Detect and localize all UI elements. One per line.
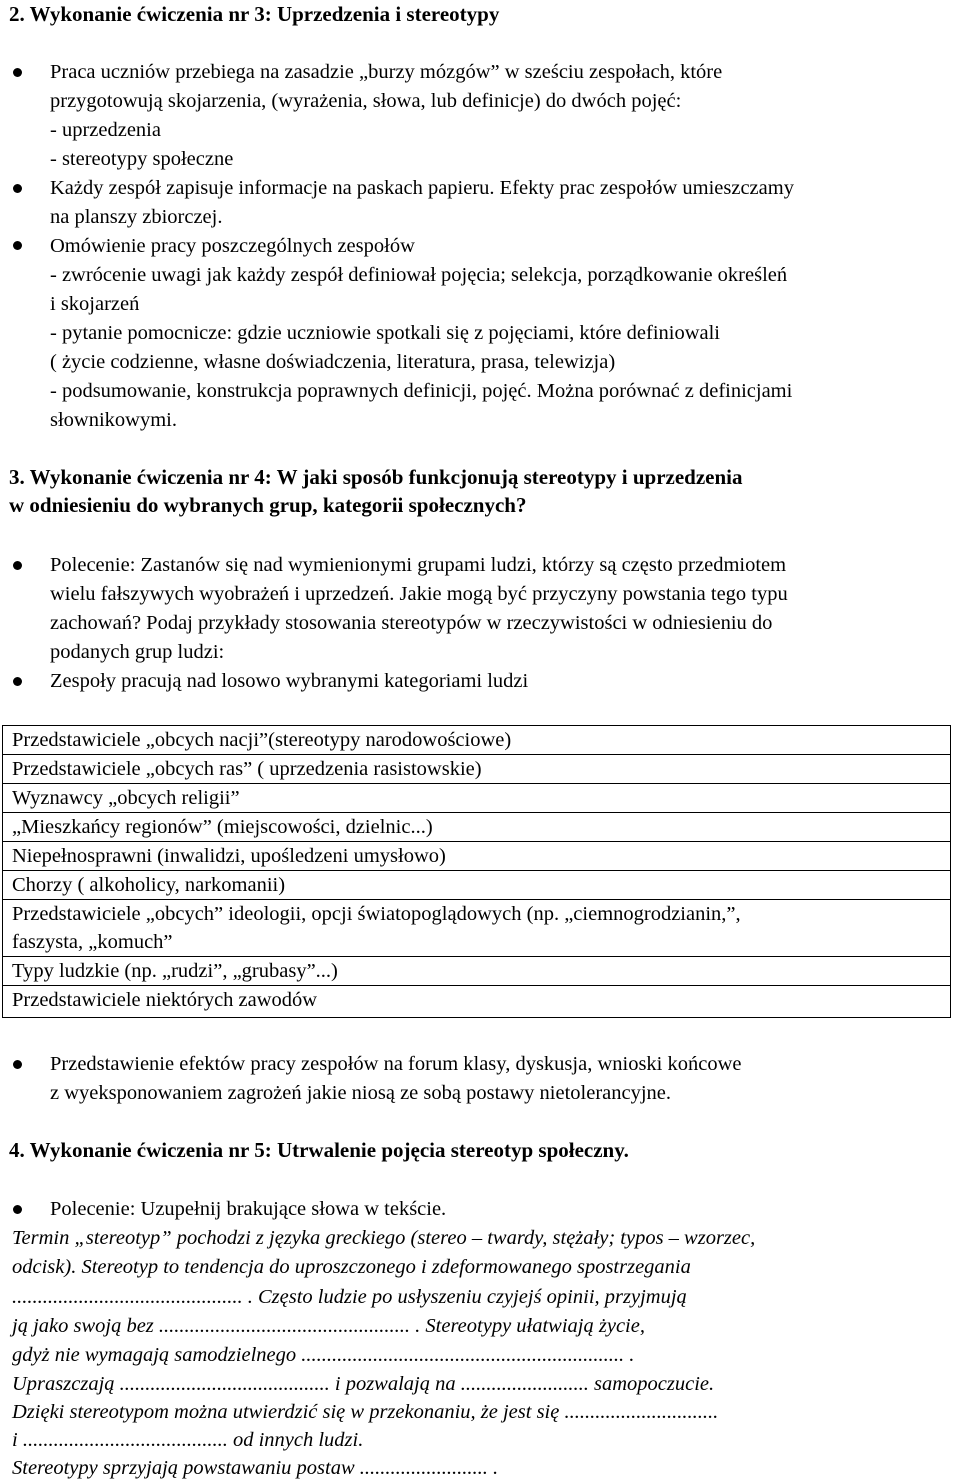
s2-b3-line6: - podsumowanie, konstrukcja poprawnych definicji, pojęć. Można porównać z definicjami: [50, 380, 793, 402]
s4-b1-line1: Polecenie: Uzupełnij brakujące słowa w tekście.: [50, 1198, 447, 1220]
s2-b1-line4: - stereotypy społeczne: [50, 148, 234, 170]
s2-b1-line1: Praca uczniów przebiega na zasadzie „burzy mózgów” w sześciu zespołach, które: [50, 61, 723, 83]
s2-b1-line3: - uprzedzenia: [50, 119, 161, 141]
table-row: [3, 871, 950, 900]
s2-b1-line2: przygotowują skojarzenia, (wyrażenia, słowa, lub definicje) do dwóch pojęć:: [50, 90, 682, 112]
table-cell: Chorzy ( alkoholicy, narkomanii): [12, 874, 286, 896]
section-4-heading: 4. Wykonanie ćwiczenia nr 5: Utrwalenie pojęcia stereotyp społeczny.: [9, 1138, 629, 1162]
table-cell: Wyznawcy „obcych religii”: [12, 787, 240, 809]
s3-b1-line1: Polecenie: Zastanów się nad wymienionymi grupami ludzi, którzy są często przedmiotem: [50, 554, 787, 576]
table-cell: Przedstawiciele „obcych” ideologii, opcji światopoglądowych (np. „ciemnogrodzianin,”,: [12, 903, 741, 925]
s2-b2-line2: na planszy zbiorczej.: [50, 206, 223, 228]
bullet-icon: [13, 561, 22, 570]
table-cell: Typy ludzkie (np. „rudzi”, „grubasy”...): [12, 960, 338, 982]
s3-b3-line1: Przedstawienie efektów pracy zespołów na forum klasy, dyskusja, wnioski końcowe: [50, 1053, 742, 1075]
bullet-icon: [13, 68, 22, 77]
exercise-text-line9: Stereotypy sprzyjają powstawaniu postaw ......................... .: [12, 1457, 499, 1479]
exercise-text-line6: Upraszczają ......................................... i pozwalają na ......................... samopoczucie.: [12, 1373, 715, 1395]
bullet-icon: [13, 241, 22, 250]
table-row: [3, 900, 950, 957]
s2-b3-line1: Omówienie pracy poszczególnych zespołów: [50, 235, 415, 257]
table-row: [3, 726, 950, 755]
s2-b3-line3: i skojarzeń: [50, 293, 140, 315]
table-row: [3, 986, 950, 1016]
bullet-icon: [13, 1205, 22, 1214]
s2-b3-line4: - pytanie pomocnicze: gdzie uczniowie spotkali się z pojęciami, które definiowali: [50, 322, 721, 344]
categories-table: [2, 725, 951, 1018]
s2-b2-line1: Każdy zespół zapisuje informacje na paskach papieru. Efekty prac zespołów umieszczamy: [50, 177, 794, 199]
bullet-icon: [13, 1060, 22, 1069]
s2-b3-line7: słownikowymi.: [50, 409, 177, 431]
bullet-icon: [13, 677, 22, 686]
section-3-heading-line1: 3. Wykonanie ćwiczenia nr 4: W jaki sposób funkcjonują stereotypy i uprzedzenia: [9, 465, 743, 489]
exercise-text-line3: ............................................. . Często ludzie po usłyszeniu czyjejś opinii, przyjmują: [12, 1286, 687, 1308]
table-row: [3, 842, 950, 871]
exercise-text-line8: i ........................................ od innych ludzi.: [12, 1429, 364, 1451]
table-row: [3, 957, 950, 986]
section-3-heading-line2: w odniesieniu do wybranych grup, kategorii społecznych?: [9, 493, 527, 517]
exercise-text-line4: ją jako swoją bez ................................................. . Stereotypy ułatwiają życie,: [12, 1315, 645, 1337]
s2-b3-line2: - zwrócenie uwagi jak każdy zespół definiował pojęcia; selekcja, porządkowanie określeń: [50, 264, 788, 286]
exercise-text-line2: odcisk). Stereotyp to tendencja do uproszczonego i zdeformowanego spostrzegania: [12, 1256, 691, 1278]
s3-b1-line4: podanych grup ludzi:: [50, 641, 225, 663]
table-row: [3, 784, 950, 813]
table-cell: Przedstawiciele niektórych zawodów: [12, 989, 318, 1011]
table-cell: Niepełnosprawni (inwalidzi, upośledzeni umysłowo): [12, 845, 446, 867]
exercise-text-line1: Termin „stereotyp” pochodzi z języka greckiego (stereo – twardy, stężały; typos – wzorzec,: [12, 1227, 756, 1249]
s3-b2-line1: Zespoły pracują nad losowo wybranymi kategoriami ludzi: [50, 670, 529, 692]
s3-b1-line2: wielu fałszywych wyobrażeń i uprzedzeń. Jakie mogą być przyczyny powstania tego typu: [50, 583, 788, 605]
bullet-icon: [13, 184, 22, 193]
table-cell: „Mieszkańcy regionów” (miejscowości, dzielnic...): [12, 816, 433, 838]
table-cell: faszysta, „komuch”: [12, 931, 173, 953]
s2-b3-line5: ( życie codzienne, własne doświadczenia, literatura, prasa, telewizja): [50, 351, 616, 373]
section-2-heading: 2. Wykonanie ćwiczenia nr 3: Uprzedzenia i stereotypy: [9, 2, 500, 26]
s3-b1-line3: zachowań? Podaj przykłady stosowania stereotypów w rzeczywistości w odniesieniu do: [50, 612, 773, 634]
exercise-text-line5: gdyż nie wymagają samodzielnego ............................................................... .: [12, 1344, 635, 1366]
table-row: [3, 755, 950, 784]
table-cell: Przedstawiciele „obcych nacji”(stereotypy narodowościowe): [12, 729, 512, 751]
exercise-text-line7: Dzięki stereotypom można utwierdzić się w przekonaniu, że jest się ..............................: [12, 1401, 719, 1423]
table-row: [3, 813, 950, 842]
table-cell: Przedstawiciele „obcych ras” ( uprzedzenia rasistowskie): [12, 758, 482, 780]
s3-b3-line2: z wyeksponowaniem zagrożeń jakie niosą ze sobą postawy nietolerancyjne.: [50, 1082, 672, 1104]
